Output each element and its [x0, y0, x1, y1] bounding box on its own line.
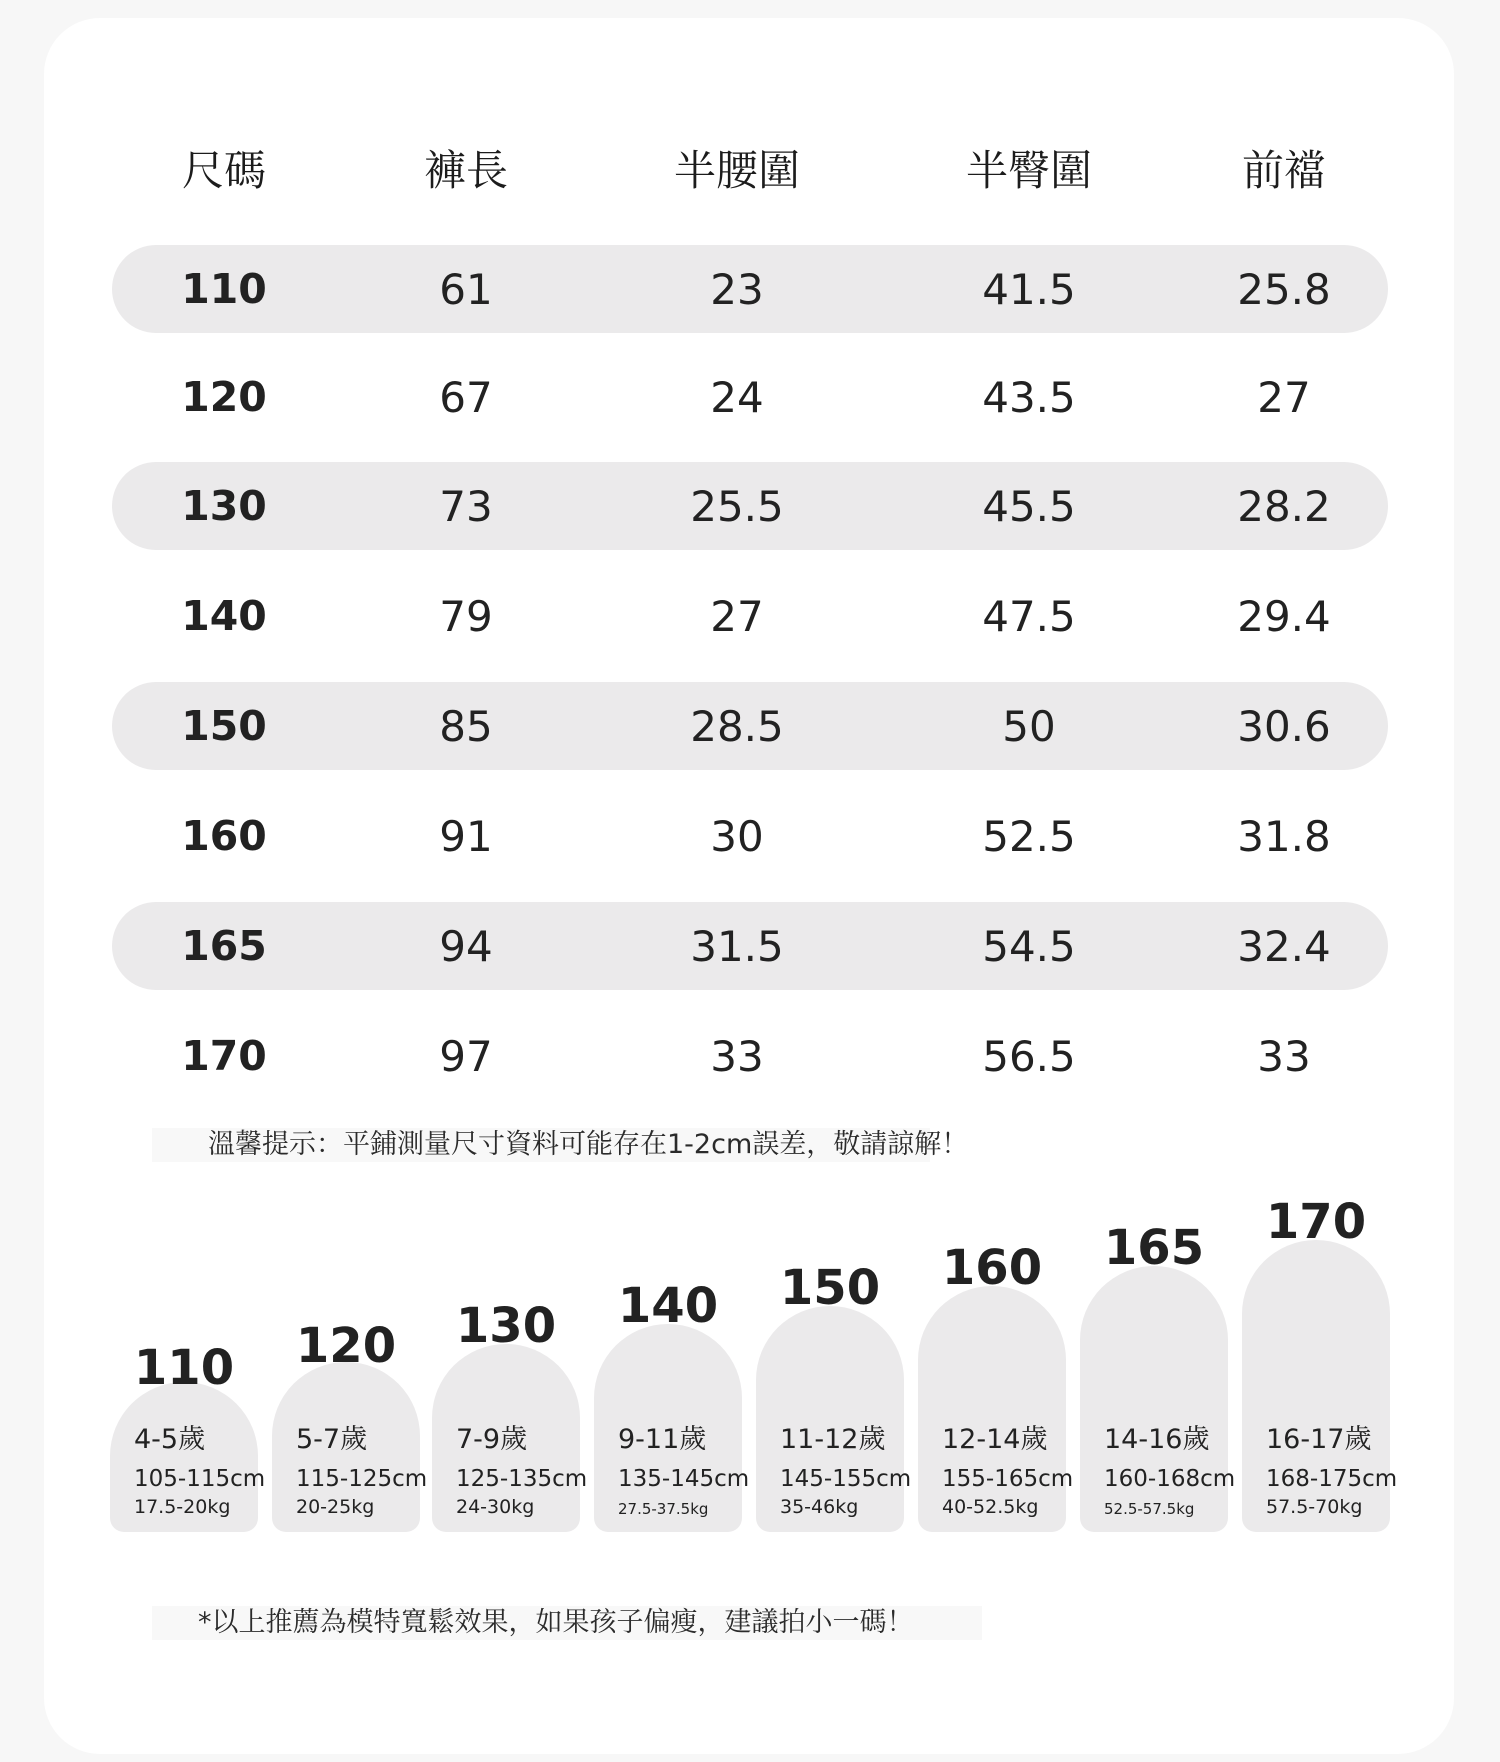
pants-length-cell: 67	[439, 372, 493, 422]
size-guide-number: 110	[133, 1340, 235, 1396]
half-waist-cell: 30	[710, 811, 764, 861]
table-row	[112, 682, 1388, 770]
half-waist-cell: 25.5	[690, 481, 784, 531]
size-guide-number: 140	[617, 1278, 719, 1334]
header-front-rise: 前襠	[1241, 146, 1326, 195]
size-cell: 150	[181, 702, 267, 750]
height-range: 168-175cm	[1266, 1466, 1398, 1492]
header-half-hip: 半臀圍	[965, 146, 1092, 195]
pants-length-cell: 79	[439, 591, 493, 641]
age-range: 14-16歲	[1104, 1424, 1210, 1455]
size-guide-number: 130	[455, 1298, 557, 1354]
size-cell: 165	[181, 922, 267, 970]
half-hip-cell: 54.5	[982, 921, 1076, 971]
table-row	[112, 792, 1388, 880]
pants-length-cell: 97	[439, 1031, 493, 1081]
front-rise-cell: 25.8	[1237, 264, 1331, 314]
size-guide-card	[1242, 1240, 1398, 1532]
size-guide-card	[432, 1344, 588, 1532]
size-guide-card	[1080, 1266, 1236, 1532]
half-waist-cell: 27	[710, 591, 764, 641]
height-range: 125-135cm	[456, 1466, 588, 1492]
size-guide-card	[594, 1324, 750, 1532]
age-range: 4-5歲	[134, 1424, 206, 1455]
size-guide-card	[110, 1382, 266, 1532]
height-range: 115-125cm	[296, 1466, 428, 1492]
front-rise-cell: 27	[1257, 372, 1311, 422]
weight-range: 27.5-37.5kg	[618, 1500, 709, 1518]
size-guide-number: 150	[779, 1260, 881, 1316]
size-cell: 140	[181, 592, 267, 640]
half-waist-cell: 28.5	[690, 701, 784, 751]
pants-length-cell: 61	[439, 264, 493, 314]
age-range: 9-11歲	[618, 1424, 707, 1455]
header-size: 尺碼	[181, 146, 266, 195]
header-half-waist: 半腰圍	[673, 146, 800, 195]
weight-range: 57.5-70kg	[1266, 1496, 1363, 1518]
half-waist-cell: 24	[710, 372, 764, 422]
front-rise-cell: 31.8	[1237, 811, 1331, 861]
measurement-note: 溫馨提示：平鋪測量尺寸資料可能存在1-2cm誤差，敬請諒解！	[152, 1128, 930, 1162]
front-rise-cell: 33	[1257, 1031, 1311, 1081]
half-hip-cell: 52.5	[982, 811, 1076, 861]
half-hip-cell: 41.5	[982, 264, 1076, 314]
table-row	[112, 1012, 1388, 1100]
recommendation-note: *以上推薦為模特寬鬆效果，如果孩子偏瘦，建議拍小一碼！	[152, 1606, 982, 1640]
size-guide-number: 170	[1265, 1194, 1367, 1250]
size-guide-card	[918, 1286, 1074, 1532]
half-hip-cell: 47.5	[982, 591, 1076, 641]
half-hip-cell: 43.5	[982, 372, 1076, 422]
height-range: 105-115cm	[134, 1466, 266, 1492]
half-hip-cell: 56.5	[982, 1031, 1076, 1081]
size-guide-card	[756, 1306, 912, 1532]
front-rise-cell: 29.4	[1237, 591, 1331, 641]
height-range: 135-145cm	[618, 1466, 750, 1492]
front-rise-cell: 30.6	[1237, 701, 1331, 751]
height-range: 145-155cm	[780, 1466, 912, 1492]
size-guide-card	[272, 1362, 428, 1532]
size-guide-number: 165	[1103, 1220, 1205, 1276]
pants-length-cell: 91	[439, 811, 493, 861]
table-row	[112, 353, 1388, 441]
weight-range: 40-52.5kg	[942, 1496, 1039, 1518]
age-range: 11-12歲	[780, 1424, 886, 1455]
height-range: 160-168cm	[1104, 1466, 1236, 1492]
weight-range: 24-30kg	[456, 1496, 535, 1518]
size-cell: 170	[181, 1032, 267, 1080]
age-range: 7-9歲	[456, 1424, 528, 1455]
front-rise-cell: 28.2	[1237, 481, 1331, 531]
size-cell: 130	[181, 482, 267, 530]
table-row	[112, 572, 1388, 660]
size-cell: 160	[181, 812, 267, 860]
pants-length-cell: 94	[439, 921, 493, 971]
weight-range: 17.5-20kg	[134, 1496, 231, 1518]
pants-length-cell: 85	[439, 701, 493, 751]
half-hip-cell: 45.5	[982, 481, 1076, 531]
table-header	[112, 128, 1388, 208]
weight-range: 52.5-57.5kg	[1104, 1500, 1195, 1518]
size-guide-number: 160	[941, 1240, 1043, 1296]
header-pants-length: 褲長	[423, 146, 508, 195]
table-row	[112, 902, 1388, 990]
half-waist-cell: 33	[710, 1031, 764, 1081]
age-range: 16-17歲	[1266, 1424, 1372, 1455]
table-row	[112, 462, 1388, 550]
size-guide-number: 120	[295, 1318, 397, 1374]
age-range: 5-7歲	[296, 1424, 368, 1455]
front-rise-cell: 32.4	[1237, 921, 1331, 971]
half-waist-cell: 23	[710, 264, 764, 314]
weight-range: 35-46kg	[780, 1496, 859, 1518]
half-waist-cell: 31.5	[690, 921, 784, 971]
pants-length-cell: 73	[439, 481, 493, 531]
table-row	[112, 245, 1388, 333]
half-hip-cell: 50	[1002, 701, 1056, 751]
age-range: 12-14歲	[942, 1424, 1048, 1455]
weight-range: 20-25kg	[296, 1496, 375, 1518]
height-range: 155-165cm	[942, 1466, 1074, 1492]
size-cell: 120	[181, 373, 267, 421]
size-cell: 110	[181, 265, 267, 313]
